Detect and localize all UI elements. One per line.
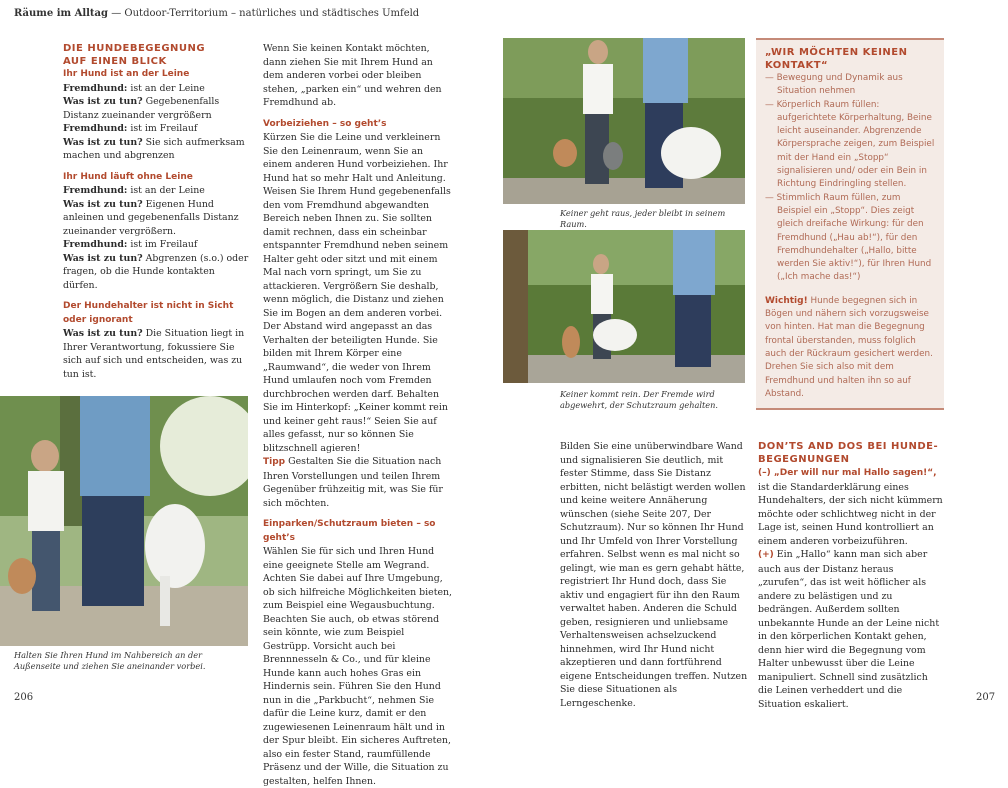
line: Was ist zu tun? Gegebenenfalls Distanz zueinander vergrößern (63, 96, 220, 121)
running-header (14, 8, 419, 19)
donts-dos-title: DON’TS AND DOS BEI HUNDE- (758, 441, 939, 452)
subheading-off-leash: Ihr Hund läuft ohne Leine (63, 171, 193, 182)
page-number-right: 207 (976, 692, 996, 703)
box-title-encounter: DIE HUNDEBEGEGNUNG (63, 43, 206, 54)
subheading-on-leash: Ihr Hund ist an der Leine (63, 69, 190, 79)
caption-photo-1: Halten Sie Ihren Hund im Nahbereich an der Außenseite und ziehen Sie aneinander vorbei. (14, 650, 206, 671)
caption-photo-3: Keiner kommt rein. Der Fremde wird abgewehrt, der Schutzraum gehalten. (560, 389, 718, 410)
header-section: Räume im Alltag (14, 8, 109, 19)
paragraph: Wenn Sie keinen Kontakt möchten, dann ziehen Sie mit Ihrem Hund an dem anderen vorbei oder bleiben stehen, „parken ein“ und wehren den Fremdhund ab. (263, 43, 442, 108)
photo-walking-dogs (0, 396, 248, 646)
line: Was ist zu tun? Sie sich aufmerksam machen und abgrenzen (63, 136, 245, 161)
subheading-pass-by: Vorbeiziehen – so geht’s (263, 118, 387, 129)
box-title-encounter-2: AUF EINEN BLICK (63, 56, 167, 67)
paragraph: Kürzen Sie die Leine und verkleinern Sie den Leinenraum, wenn Sie an einem anderen Hund vorbeiziehen. Ihr Hund hat so mehr Halt und Anleitung. Weisen Sie Ihrem Hund gegebenenfalls den vom Fremdhund abgewandten Bereich neben Ihnen zu. Sie sollten damit rechnen, dass ein scheinbar entspannter Fremdhund neben seinem Halter geht oder sitzt und mit einem Mal nach vorn springt, um Sie zu attackieren. Vergrößern Sie deshalb, wenn möglich, die Distanz und ziehen Sie im Bogen an dem anderen vorbei. Der Abstand wird angepasst an das Verhalten der beteiligten Hunde. Sie bilden mit Ihrem Körper eine „Raumwand“, die weder von Ihrem Hund umlaufen noch vom Fremden durchbrochen werden darf. Behalten Sie im Hinterkopf: „Keiner kommt rein und keiner geht raus!“ Seien Sie auf alles gefasst, nur so können Sie blitzschnell agieren! (263, 132, 451, 454)
list-item: — Körperlich Raum füllen: aufgerichtete Körperhaltung, Beine leicht auseinander. Abgrenzende Körpersprache zeigen, zum Beispiel mit der Hand ein „Stopp“ signalisieren und/ oder ein Bein in Richtung Eindringling stellen. (765, 99, 936, 192)
line: Fremdhund: ist im Freilauf (63, 239, 198, 250)
photo-holding-space (503, 38, 745, 204)
line: Was ist zu tun? Abgrenzen (s.o.) oder fragen, ob die Hunde kontakten dürfen. (63, 252, 249, 291)
column-1 (63, 42, 251, 381)
paragraph: (+) Ein „Hallo“ kann man sich aber auch aus der Distanz heraus „zurufen“, das ist weit höflicher als andere zu belästigen und zu bedrängen. Außerdem sollten unbekannte Hunde an der Leine nicht in den körperlichen Kontakt gehen, denn hier wird die Begegnung vom Halter unbewusst über die Leine manipuliert. Schnell sind zusätzlich die Leinen verheddert und die Situation eskaliert. (758, 549, 940, 710)
list-item: — Bewegung und Dynamik aus Situation nehmen (765, 72, 936, 99)
box-title-2: KONTAKT“ (765, 60, 829, 71)
column-4 (758, 440, 944, 711)
caption-photo-2: Keiner geht raus, jeder bleibt in seinem Raum. (560, 208, 726, 229)
subheading-owner-absent: Der Hundehalter ist nicht in Sicht (63, 301, 234, 311)
paragraph: (–) „Der will nur mal Hallo sagen!“, ist die Standarderklärung eines Hundehalters, der sich nicht kümmern möchte oder schlichtweg nicht in der Lage ist, seinen Hund kontrolliert an einem anderen vorbeizuführen. (758, 468, 943, 547)
line: Fremdhund: ist an der Leine (63, 82, 205, 94)
line: Was ist zu tun? Eigenen Hund anleinen und gegebenenfalls Distanz zueinander vergrößern. (63, 198, 239, 237)
box-list (765, 72, 936, 285)
list-item: — Stimmlich Raum füllen, zum Beispiel ein „Stopp“. Dies zeigt gleich dreifache Wirkung: für den Fremdhund („Hau ab!“), für den Fremdhundehalter („Hallo, bitte werden Sie aktiv!“), für Ihren Hund („Ich mache das!“) (765, 192, 936, 285)
box-note: Wichtig! Hunde begegnen sich in Bögen und nähern sich vorzugsweise von hinten. Hat man die Begegnung frontal überstanden, muss folglich auch der Rückraum gesichert werden. Drehen Sie sich also mit dem Fremdhund und halten ihn so auf Abstand. (765, 295, 933, 399)
paragraph: Wählen Sie für sich und Ihren Hund eine geeignete Stelle am Wegrand. Achten Sie dabei auf Ihre Umgebung, ob sich hilfreiche Möglichkeiten bieten, zum Beispiel eine Wegausbuchtung. Beachten Sie auch, ob etwas störend sein könnte, wie zum Beispiel Gestrüpp. Vorsicht auch bei Brennnesseln & Co., und für kleine Hunde kann auch hohes Gras ein Hindernis sein. Führen Sie den Hund nun in die „Parkbucht“, nehmen Sie dafür die Leine kurz, damit er den zugewiesenen Leinenraum hält und in der Spur bleibt. Ein sicheres Auftreten, also ein fester Stand, raumfüllende Präsenz und der Wille, die Situation zu gestalten, helfen Ihnen. (263, 546, 453, 787)
tip-label: Tipp (263, 457, 286, 467)
line: Fremdhund: ist an der Leine (63, 185, 205, 196)
info-box-no-contact (756, 38, 944, 410)
header-topic: Outdoor-Territorium – natürliches und städtisches Umfeld (124, 8, 420, 19)
box-title: „WIR MÖCHTEN KEINEN (765, 47, 908, 58)
column-2 (263, 42, 453, 788)
subheading-parking: Einparken/Schutzraum bieten – so geht’s (263, 519, 436, 543)
paragraph: Bilden Sie eine unüberwindbare Wand und signalisieren Sie deutlich, mit fester Stimme, dass Sie Distanz erbitten, nicht belästigt werden wollen und keine weitere Annäherung wünschen (siehe Seite 207, Der Schutzraum). Nur so können Ihr Hund und Ihr Umfeld von Ihrer Vorstellung erfahren. Selbst wenn es mal nicht so gelingt, wie man es gern gehabt hätte, registriert Ihr Hund doch, dass Sie aktiv und engagiert für ihn den Raum verwaltet haben. Anderen die Schuld geben, resignieren und unliebsame Verhaltensweisen achselzuckend hinnehmen, wird Ihr Hund nicht akzeptieren und dann fortführend eigene Entscheidungen treffen. Nutzen Sie diese Situationen als Lerngeschenke. (560, 441, 748, 709)
column-3 (560, 440, 748, 710)
donts-dos-title-2: BEGEGNUNGEN (758, 454, 850, 465)
subheading-owner-absent-2: oder ignorant (63, 314, 133, 325)
tip: Tipp Gestalten Sie die Situation nach Ihren Vorstellungen und teilen Ihrem Gegenüber frühzeitig mit, was Sie für sich möchten. (263, 456, 443, 509)
photo-blocking-intruder (503, 230, 745, 383)
line: Was ist zu tun? Die Situation liegt in Ihrer Verantwortung, fokussiere Sie sich auf sich und entscheiden, was zu tun ist. (63, 328, 245, 380)
header-separator: — (111, 8, 122, 19)
page-number-left: 206 (14, 692, 34, 703)
note-label: Wichtig! (765, 295, 808, 306)
line: Fremdhund: ist im Freilauf (63, 123, 198, 134)
